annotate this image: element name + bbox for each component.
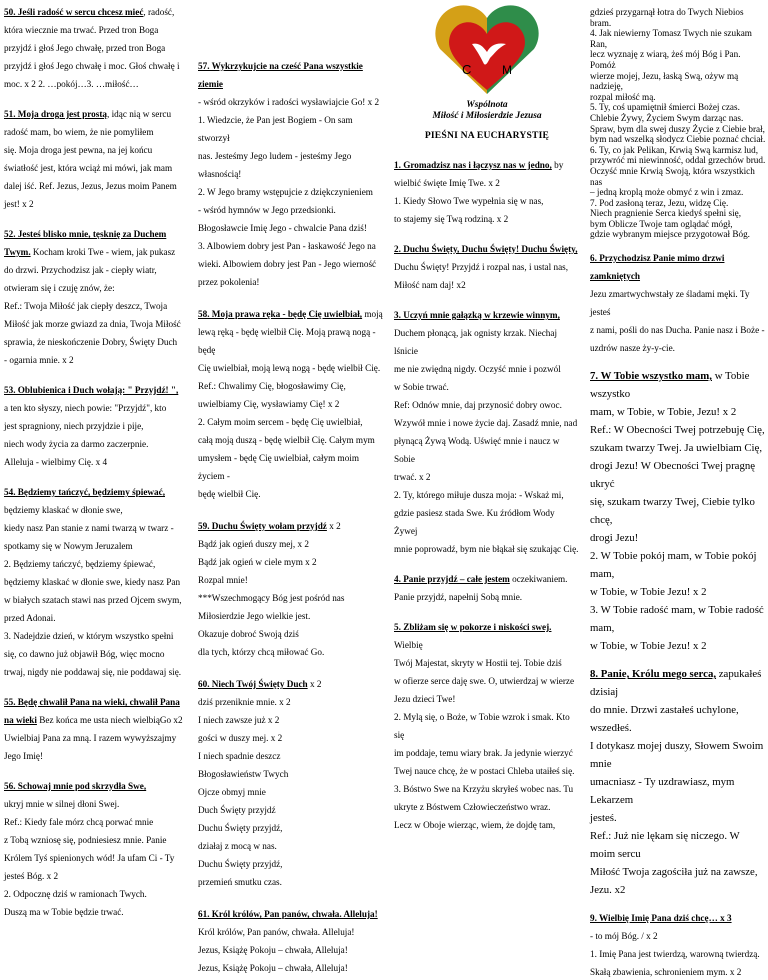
song [590,366,766,654]
song-text: - to mój Bóg. / x 2 1. Imię Pana jest twierdzą, warowną twierdzą. Skałą zbawienia, schronieniem mym. x 2 [590,931,760,978]
song-text: Jezu zmartwychwstały ze śladami męki. Ty jesteś z nami, pośli do nas Ducha. Panie nasz i Boże - uzdrów nasze ży-y-cie. [590,289,765,354]
song [590,248,766,356]
song-title: 59. Duchu Święty wołam przyjdź [198,521,327,531]
song-text: x 2 Bądź jak ogień duszy mej, x 2 Bądź jak ogień w ciele mym x 2 Rozpal mnie! ***Wszechmogący Bóg jest pośród nas Miłosierdzie Jego wielkie jest. Okazuje dobroć Swoją dziś dla tych, którzy chcą miłować Go. [198,521,345,657]
song-title: 51. Moja droga jest prostą [4,109,108,119]
song-title: 56. Schowaj mnie pod skrzydła Swe, [4,781,147,791]
song-text: Kocham kroki Twe - wiem, jak pukasz do drzwi. Przychodzisz jak - ciepły wiatr, otwieram się i czuję znów, że: Ref.: Twoja Miłość jak ciepły deszcz, Twoja Miłość jak morze gwiazd za dnia, Twoja Miłość sprawia, że nieskończenie Dobry, Święty Duch - ogarnia mnie. x 2 [4,247,181,365]
song [4,482,188,680]
song [198,674,386,890]
song-text: Król królów, Pan panów, chwała. Alleluja! Jezus, Książę Pokoju – chwała, Alleluja! Jezus, Książę Pokoju – chwała, Alleluja! [198,927,355,973]
song-title: 2. Duchu Święty, Duchu Święty! Duchu Święty, [394,244,578,254]
logo-letter-c: C [462,62,472,77]
song-title: 8. Panie, Królu mego serca, [590,668,717,681]
song [4,380,188,470]
song-text: Duchem płonącą, jak ognisty krzak. Niechaj lśnicie me nie zwiędną nigdy. Oczyść mnie i pozwól w Sobie trwać. Ref: Odnów mnie, daj przynosić dobry owoc. Wzywół mnie i nowe życie daj. Zasadź mnie, nad płynącą Żywą Wodą. Uświęć mnie i naucz w Sobie trwać. x 2 2. Ty, którego miłuje dusza moja: - Wskaż mi, gdzie pasiesz stada Swe. Ku źródłom Wody Żywej mnie poprowadź, bym nie błąkał się szukając Cię. [394,328,579,554]
song-title: 4. Panie przyjdź – całe jestem [394,574,510,584]
song-title: 50. Jeśli radość w sercu chcesz mieć [4,7,144,17]
song-text: zapukałeś dzisiaj do mnie. Drzwi zastałeś uchylone, wszedłeś. I dotykasz mojej duszy, Słowem Swoim mnie umacniasz - Ty uzdrawiasz, mym Lekarzem jesteś. Ref.: Już nie lękam się niczego. W moim sercu Miłość Twoja zagościła już na zawsze, Jezu. x2 [590,668,764,897]
song [4,776,188,920]
song-title: 53. Oblubienica i Duch wołają: " Przyjdź! ", [4,385,179,395]
song-text: ukryj mnie w silnej dłoni Swej. Ref.: Kiedy fale mórz chcą porwać mnie z Tobą wzniosę się, podniesiesz mnie. Panie Królem Tyś spienionych wód! Ja ufam Ci - Ty jesteś Bóg. x 2 2. Odpocznę dziś w ramionach Twych. Duszą ma w Tobie będzie trwać. [4,799,175,917]
song-title: 7. W Tobie wszystko mam, [590,370,712,383]
section-heading: PIEŚNI NA EUCHARYSTIĘ [424,130,550,141]
song [198,56,386,290]
heart-dove-logo-icon [432,2,542,98]
song [394,239,580,293]
logo-letter-m: M [502,63,512,77]
song [198,304,386,502]
song-text: x 2 dziś przeniknie mnie. x 2 I niech zawsze już x 2 gości w duszy mej. x 2 I niech spadnie deszcz Błogosławieństw Twych Ojcze obmyj mnie Duch Święty przyjdź Duchu Święty przyjdź, działaj z mocą w nas. Duchu Święty przyjdź, przemień smutku czas. [198,679,322,887]
song-title: 60. Niech Twój Święty Duch [198,679,308,689]
column-2 [198,0,386,973]
column-4 [590,0,766,978]
song [4,104,188,212]
song-text: oczekiwaniem. Panie przyjdź, napełnij Sobą mnie. [394,574,568,602]
song-title: 3. Uczyń mnie gałązką w krzewie winnym, [394,310,560,320]
column-3 [394,0,580,830]
song-text: , radość, która wiecznie ma trwać. Przed tron Boga przyjdź i głoś Jego chwałę, przed tron Boga przyjdź i głoś Jego chwałę i moc. Głoś chwałę i moc. x 2 2. …pokój…3. …miłość… [4,7,180,89]
song-title: 54. Będziemy tańczyć, będziemy śpiewać, [4,487,166,497]
eucharist-songs [394,155,580,833]
song [590,664,766,898]
song-title: 1. Gromadzisz nas i łączysz nas w jedno, [394,160,552,170]
song-title: 57. Wykrzykujcie na cześć Pana wszystkie ziemie [198,61,363,89]
song-text: a ten kto słyszy, niech powie: "Przyjdź", kto jest spragniony, niech przyjdzie i pije, niech wody życia za darmo zaczerpnie. Alleluja - wielbimy Cię. x 4 [4,403,167,467]
song [394,155,580,227]
song-text: Bez końca me usta niech wielbiąGo x2 Uwielbiaj Pana za mną. I razem wywyższajmy Jego Imię! [4,715,183,761]
song-title: 58. Moja prawa ręka - będę Cię uwielbiał, [198,309,363,319]
song [394,305,580,557]
song-text: , idąc nią w sercu radość mam, bo wiem, że nie pomyliłem się. Moja droga jest pewna, na jej końcu światłość jest, która wciąż mi mówi, jak mam dalej iść. Ref. Jezus, Jezus, Jezus moim Panem jest! x 2 [4,109,177,209]
song [394,617,580,833]
song-title: 6. Przychodzisz Panie mimo drzwi zamkniętych [590,253,725,282]
song-title: 61. Król królów, Pan panów, chwała. Alleluja! [198,909,378,919]
song-title: 5. Zbliżam się w pokorze i niskości swej. [394,622,552,632]
song [4,224,188,368]
song-5-continuation: gdzieś przygarnął łotra do Twych Niebios bram. 4. Jak niewierny Tomasz Twych nie szukam Ran, lecz wyznaję z wiarą, żeś mój Bóg i Pan. Pomóż wierze mojej, Jezu, łaską Swą, ożyw mą nadzieję, rozpal miłość mą. 5. Ty, coś upamiętnił śmierci Bożej czas. Chlebie Żywy, Życiem Swym darząc nas. Spraw, bym dla swej duszy Życie z Ciebie brał, bym nad wszelką słodycz Ciebie poznać chciał. 6. Ty, co jak Pelikan, Krwią Swą karmisz lud, przywróć mi niewinność, oddal grzechów brud. Oczyść mnie Krwią Swoją, która wszystkich nas – jedną kroplą może obmyć z win i zmaz. 7. Pod zasłoną teraz, Jezu, widzę Cię. Niech pragnienie Serca kiedyś spełni się, bym Oblicze Twoje tam oglądać mógł, gdzie wybranym miejsce przygotował Bóg. [590,7,766,240]
song-text: Wielbię Twój Majestat, skryty w Hostii tej. Tobie dziś w ofierze serce daję swe. O, utwierdzaj w wierze Jezu dzieci Twe! 2. Mylą się, o Boże, w Tobie wzrok i smak. Kto się im poddaje, temu wiary brak. Ja jedynie wierzyć Twej nauce chcę, że w postaci Chleba utaiłeś się. 3. Bóstwo Swe na Krzyżu skryłeś wobec nas. Tu ukryte z Bóstwem Człowieczeństwo wraz. Lecz w Oboje wierząc, wiem, że dojdę tam, [394,640,575,830]
song [4,692,188,764]
song-text: będziemy klaskać w dłonie swe, kiedy nasz Pan stanie z nami twarzą w twarz - spotkamy się w Nowym Jeruzalem 2. Będziemy tańczyć, będziemy śpiewać, będziemy klaskać w dłonie swe, kiedy nasz Pan w białych szatach stawi nas przed Ojcem swym, przed Adonai. 3. Nadejdzie dzień, w którym wszystko spełni się, co dawno już objawił Bóg, więc mocno trwaj, nigdy nie poddawaj się, nie poddawaj się. [4,505,182,677]
column-1 [4,0,188,917]
song [198,516,386,660]
song-text: - wśród okrzyków i radości wysławiajcie Go! x 2 1. Wiedzcie, że Pan jest Bogiem - On sam stworzył nas. Jesteśmy Jego ludem - jesteśmy Jego własnością! 2. W Jego bramy wstępujcie z dziękczynieniem - wśród hymnów w Jego przedsionki. Błogosławcie Imię Jego - chwalcie Pana dziś! 3. Albowiem dobry jest Pan - łaskawość Jego na wieki. Albowiem dobry jest Pan - Jego wierność przez pokolenia! [198,97,380,287]
song [4,2,188,92]
song [198,904,386,976]
song-text: moją lewą ręką - będę wielbił Cię. Moją prawą nogą - będę Cię uwielbiał, moją lewą nogą - będę wielbił Cię. Ref.: Chwalimy Cię, błogosławimy Cię, uwielbiamy Cię, wysławiamy Cię! x 2 2. Całym moim sercem - będę Cię uwielbiał, całą moją duszą - będę wielbił Cię. Całym mym umysłem - będę Cię uwielbiał, całym moim życiem - będę wielbił Cię. [198,309,383,499]
community-logo [394,0,580,100]
song-text: Duchu Święty! Przyjdź i rozpal nas, i ustal nas, Miłość nam daj! x2 [394,262,569,290]
song-title: 9. Wielbię Imię Pana dziś chcę… x 3 [590,913,732,924]
community-caption-1: Wspólnota [466,100,508,110]
song-title: 55. Będę chwalił Pana na wieki, chwalił Pana na wieki [4,697,180,725]
eucharist-songs-continued [590,248,766,980]
song [394,569,580,605]
song [590,908,766,980]
song-title: 52. Jesteś blisko mnie, tęsknię za Duchem Twym. [4,229,167,257]
song-text: by wielbić święte Imię Twe. x 2 1. Kiedy Słowo Twe wypełnia się w nas, to stajemy się Twą rodziną. x 2 [394,160,564,224]
song-text: w Tobie wszystko mam, w Tobie, w Tobie, Jezu! x 2 Ref.: W Obecności Twej potrzebuję Cię, szukam twarzy Twej. Ja uwielbiam Cię, drogi Jezu! W Obecności Twej pragnę ukryć się, szukam twarzy Twej, Ciebie tylko chcę, drogi Jezu! 2. W Tobie pokój mam, w Tobie pokój mam, w Tobie, w Tobie Jezu! x 2 3. W Tobie radość mam, w Tobie radość mam, w Tobie, w Tobie Jezu! x 2 [590,370,765,653]
community-caption-2: Miłość i Miłosierdzie Jezusa [432,111,542,121]
